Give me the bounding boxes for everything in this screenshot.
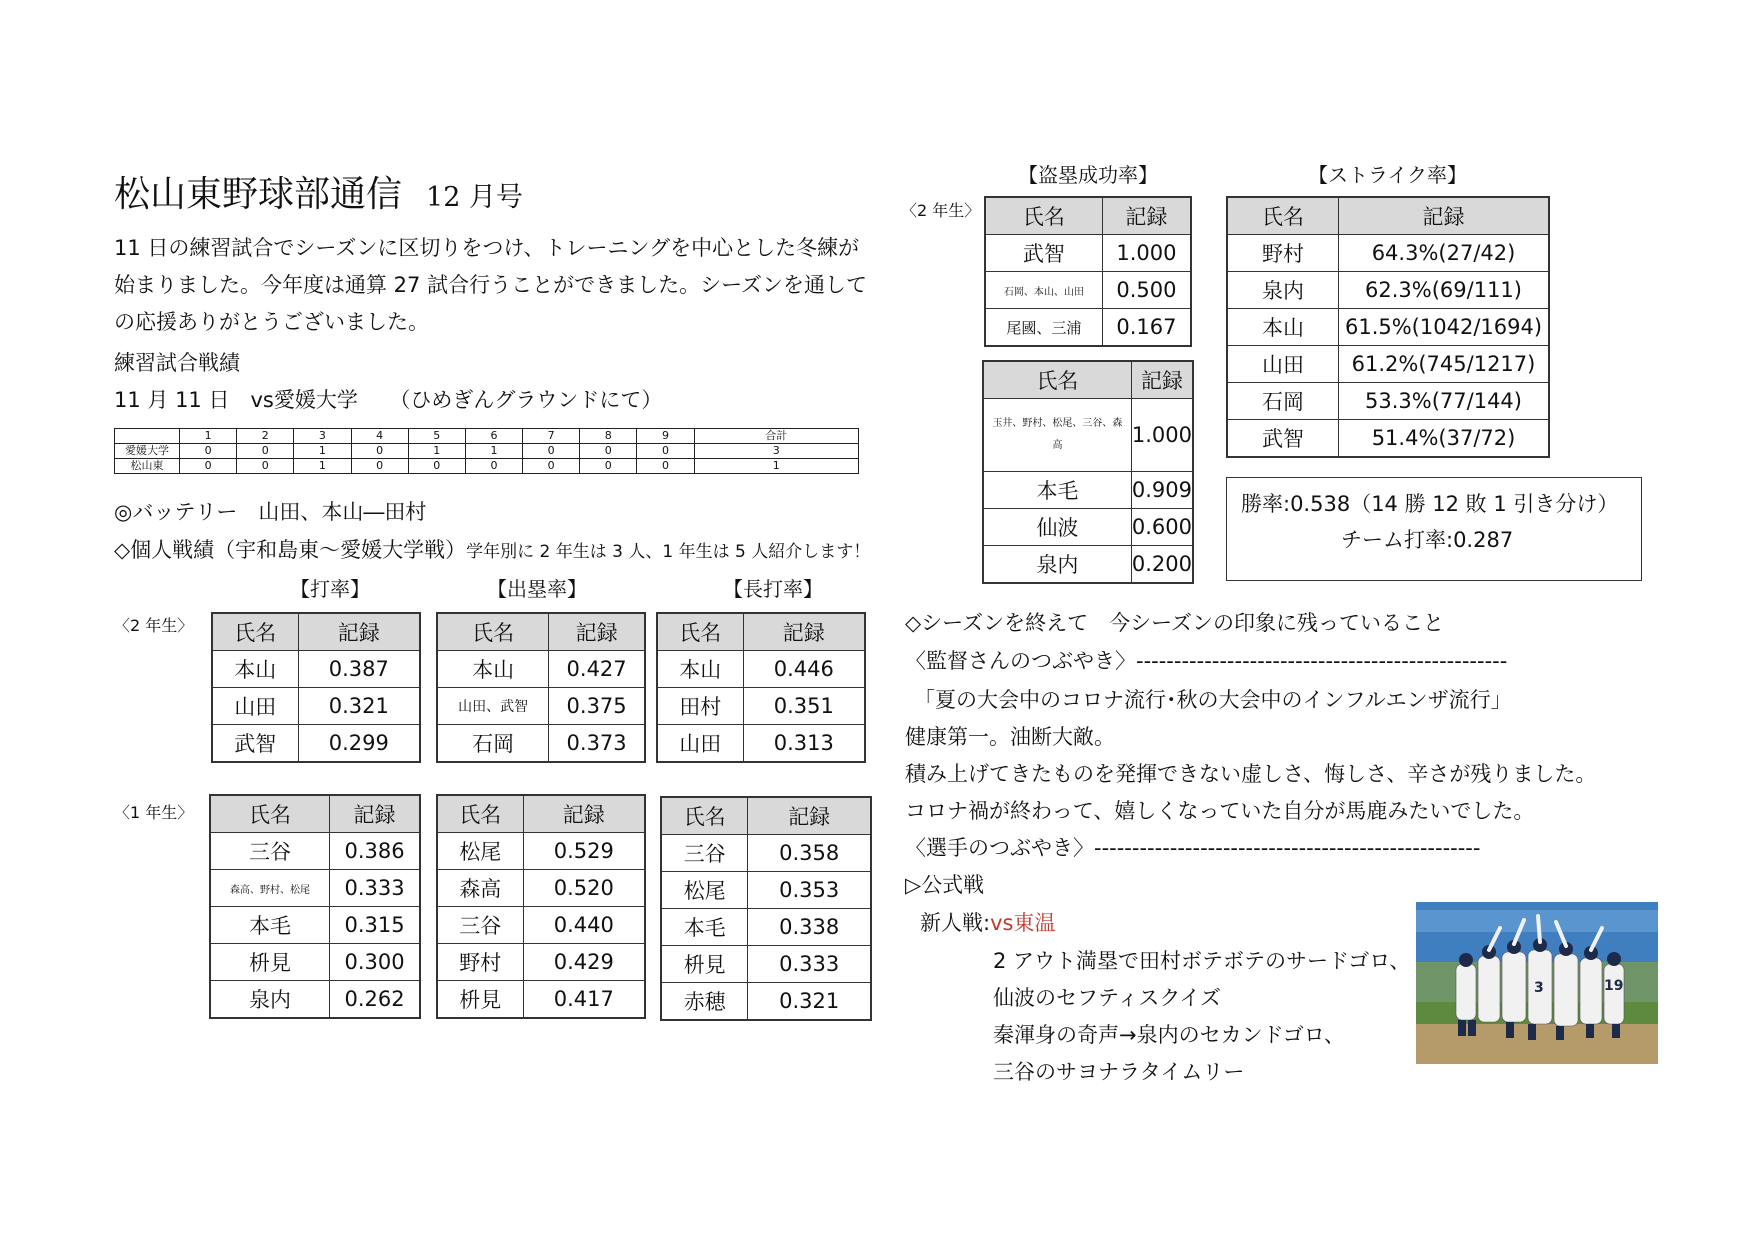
table-row: [985, 235, 1191, 272]
record-value: 1.000: [1131, 399, 1193, 472]
record-value: 0.375: [549, 688, 645, 725]
score-cell: 0: [351, 444, 408, 459]
slg-title: 【長打率】: [723, 577, 823, 601]
record-value: 0.262: [330, 981, 420, 1019]
player-name: 仙波: [983, 509, 1131, 546]
individual-heading: [114, 534, 870, 564]
record-value: 0.321: [748, 983, 871, 1021]
player-name: 野村: [1227, 235, 1339, 272]
score-cell: 8: [580, 429, 637, 444]
score-cell: 5: [408, 429, 465, 444]
record-value: 0.909: [1131, 472, 1193, 509]
record-value: 0.427: [549, 651, 645, 688]
player-name: 泉内: [1227, 272, 1339, 309]
game-line: 11 月 11 日 vs愛媛大学 （ひめぎんグラウンドにて）: [114, 388, 663, 412]
record-value: 0.313: [743, 725, 865, 763]
score-cell: 松山東: [115, 459, 180, 474]
table-row: [437, 870, 645, 907]
individual-note: 学年別に 2 年生は 3 人、1 年生は 5 人紹介します！: [466, 542, 871, 562]
player-name: 山田: [212, 688, 298, 725]
table-row: [437, 981, 645, 1019]
table-row: [661, 983, 871, 1021]
player-name: 赤穂: [661, 983, 748, 1021]
avg-table-grade2: [211, 612, 421, 763]
season-heading: ◇シーズンを終えて 今シーズンの印象に残っていること: [905, 611, 1445, 635]
scoreboard-row-ehime: [115, 444, 859, 459]
player-name: 武智: [985, 235, 1102, 272]
col-header-record: 記録: [549, 613, 645, 651]
grade1-label: 〈1 年生〉: [114, 803, 194, 822]
record-value: 1.000: [1102, 235, 1191, 272]
table-row: [212, 725, 420, 763]
steal-table-grade1: [982, 360, 1194, 584]
record-value: 0.338: [748, 909, 871, 946]
player-name: 本毛: [983, 472, 1131, 509]
player-name: 松尾: [661, 872, 748, 909]
record-value: 0.440: [523, 907, 645, 944]
coach-line: コロナ禍が終わって、嬉しくなっていた自分が馬鹿みたいでした。: [905, 799, 1535, 823]
battery-line: ◎バッテリー 山田、本山―田村: [114, 500, 427, 524]
shinjin-line: [920, 907, 1055, 937]
table-row: [212, 688, 420, 725]
table-row: [437, 688, 645, 725]
player-name: 武智: [1227, 420, 1339, 458]
record-value: 0.358: [748, 835, 871, 872]
col-header-record: 記録: [748, 797, 871, 835]
score-cell: 9: [637, 429, 694, 444]
coach-line: 積み上げてきたものを発揮できない虚しさ、悔しさ、辛さが残りました。: [905, 762, 1597, 786]
table-row: [985, 309, 1191, 347]
table-row: [661, 872, 871, 909]
player-name: 三谷: [661, 835, 748, 872]
scoreboard: [114, 428, 859, 474]
col-header-name: 氏名: [437, 613, 549, 651]
score-cell: 1: [694, 459, 858, 474]
score-cell: 0: [408, 459, 465, 474]
record-value: 0.600: [1131, 509, 1193, 546]
record-value: 61.2%(745/1217): [1339, 346, 1550, 383]
player-label: 〈選手のつぶやき〉---------------------------------------------------: [905, 836, 1481, 860]
table-row: [657, 651, 865, 688]
shinjin-prefix: 新人戦:: [920, 911, 991, 935]
player-name: 三谷: [210, 833, 330, 870]
play-line: 仙波のセフティスクイズ: [993, 986, 1222, 1010]
record-value: 0.200: [1131, 546, 1193, 584]
scoreboard-header: [115, 429, 859, 444]
avg-table-grade1: [209, 794, 421, 1019]
record-value: 0.373: [549, 725, 645, 763]
svg-text:19: 19: [1604, 978, 1624, 994]
player-name: 山田、武智: [437, 688, 549, 725]
table-row: [983, 399, 1193, 472]
coach-label: 〈監督さんのつぶやき〉-------------------------------------------------: [905, 649, 1508, 673]
table-row: [983, 509, 1193, 546]
score-cell: 1: [294, 444, 351, 459]
player-name: 本山: [437, 651, 549, 688]
strike-title: 【ストライク率】: [1308, 163, 1467, 187]
score-cell: 1: [408, 444, 465, 459]
score-cell: 0: [637, 459, 694, 474]
score-cell: 7: [523, 429, 580, 444]
player-name: 山田: [1227, 346, 1339, 383]
player-name: 山田: [657, 725, 743, 763]
record-value: 0.417: [523, 981, 645, 1019]
player-name: 本山: [1227, 309, 1339, 346]
shinjin-opponent: vs東温: [990, 911, 1056, 935]
score-cell: 愛媛大学: [115, 444, 180, 459]
score-cell: 0: [351, 459, 408, 474]
table-row: [985, 272, 1191, 309]
player-name: 石岡: [1227, 383, 1339, 420]
table-row: [1227, 383, 1549, 420]
season-summary-box: [1226, 477, 1642, 581]
newsletter-title: [114, 166, 523, 217]
table-row: [210, 833, 420, 870]
play-line: 三谷のサヨナラタイムリー: [993, 1060, 1245, 1084]
score-cell: 0: [523, 444, 580, 459]
play-line: 秦渾身の奇声→泉内のセカンドゴロ、: [993, 1023, 1345, 1047]
player-name: 本毛: [210, 907, 330, 944]
record-value: 61.5%(1042/1694): [1339, 309, 1550, 346]
slg-table-grade1: [660, 796, 872, 1021]
record-value: 0.529: [523, 833, 645, 870]
steal-table-grade2: [984, 196, 1192, 347]
col-header-name: 氏名: [1227, 197, 1339, 235]
score-cell: 0: [580, 444, 637, 459]
record-value: 51.4%(37/72): [1339, 420, 1550, 458]
score-cell: 3: [294, 429, 351, 444]
score-cell: 合計: [694, 429, 858, 444]
avg-title: 【打率】: [290, 577, 370, 601]
strike-table: [1226, 196, 1550, 458]
score-cell: 4: [351, 429, 408, 444]
player-name: 枡見: [210, 944, 330, 981]
col-header-record: 記録: [743, 613, 865, 651]
player-name: 枡見: [437, 981, 523, 1019]
col-header-record: 記録: [1339, 197, 1550, 235]
player-name: 田村: [657, 688, 743, 725]
official-games-label: ▷公式戦: [905, 873, 985, 897]
col-header-name: 氏名: [657, 613, 743, 651]
table-row: [1227, 420, 1549, 458]
intro-paragraph: 11 日の練習試合でシーズンに区切りをつけ、トレーニングを中心とした冬練が始まりました。今年度は通算 27 試合行うことができました。シーズンを通しての応援ありがとうございました。: [114, 236, 868, 334]
player-name: 松尾: [437, 833, 523, 870]
win-rate: 勝率:0.538（14 勝 12 敗 1 引き分け）: [1241, 492, 1619, 516]
player-name: 本山: [212, 651, 298, 688]
record-value: 0.429: [523, 944, 645, 981]
record-value: 0.446: [743, 651, 865, 688]
record-value: 0.351: [743, 688, 865, 725]
table-row: [1227, 272, 1549, 309]
coach-line: 健康第一。油断大敵。: [905, 725, 1115, 749]
col-header-name: 氏名: [437, 795, 523, 833]
player-name: 森高: [437, 870, 523, 907]
practice-heading: 練習試合戦績: [114, 351, 240, 375]
record-value: 0.300: [330, 944, 420, 981]
score-cell: 0: [180, 459, 237, 474]
score-cell: 0: [637, 444, 694, 459]
player-name: 泉内: [210, 981, 330, 1019]
player-name: 泉内: [983, 546, 1131, 584]
obp-table-grade1: [436, 794, 646, 1019]
score-cell: 6: [465, 429, 522, 444]
col-header-record: 記録: [298, 613, 420, 651]
table-row: [210, 907, 420, 944]
obp-table-grade2: [436, 612, 646, 763]
record-value: 0.315: [330, 907, 420, 944]
player-name: 石岡、本山、山田: [985, 272, 1102, 309]
record-value: 0.387: [298, 651, 420, 688]
player-name: 本毛: [661, 909, 748, 946]
table-row: [210, 870, 420, 907]
obp-title: 【出塁率】: [487, 577, 587, 601]
table-row: [212, 651, 420, 688]
col-header-record: 記録: [330, 795, 420, 833]
record-value: 62.3%(69/111): [1339, 272, 1550, 309]
team-batting-average: チーム打率:0.287: [1341, 528, 1514, 552]
col-header-record: 記録: [1131, 361, 1193, 399]
score-cell: 3: [694, 444, 858, 459]
col-header-name: 氏名: [985, 197, 1102, 235]
record-value: 0.167: [1102, 309, 1191, 347]
record-value: 0.333: [748, 946, 871, 983]
table-row: [983, 472, 1193, 509]
col-header-name: 氏名: [212, 613, 298, 651]
record-value: 0.520: [523, 870, 645, 907]
score-cell: [115, 429, 180, 444]
play-line: 2 アウト満塁で田村ボテボテのサードゴロ、: [993, 949, 1411, 973]
col-header-record: 記録: [523, 795, 645, 833]
svg-text:3: 3: [1534, 980, 1544, 996]
record-value: 0.386: [330, 833, 420, 870]
score-cell: 0: [237, 444, 294, 459]
record-value: 0.299: [298, 725, 420, 763]
col-header-name: 氏名: [661, 797, 748, 835]
grade2-label: 〈2 年生〉: [114, 616, 194, 635]
table-row: [437, 651, 645, 688]
player-name: 三谷: [437, 907, 523, 944]
player-name: 枡見: [661, 946, 748, 983]
player-name: 玉井、野村、松尾、三谷、森高: [983, 399, 1131, 472]
table-row: [437, 725, 645, 763]
record-value: 0.353: [748, 872, 871, 909]
steal-grade2-label: 〈2 年生〉: [901, 201, 981, 220]
score-cell: 1: [294, 459, 351, 474]
table-row: [657, 725, 865, 763]
score-cell: 0: [580, 459, 637, 474]
col-header-record: 記録: [1102, 197, 1191, 235]
score-cell: 1: [180, 429, 237, 444]
player-name: 武智: [212, 725, 298, 763]
steal-title: 【盗塁成功率】: [1018, 163, 1158, 187]
table-row: [1227, 309, 1549, 346]
coach-line: 「夏の大会中のコロナ流行･秋の大会中のインフルエンザ流行」: [914, 688, 1512, 712]
player-name: 森高、野村、松尾: [210, 870, 330, 907]
record-value: 0.500: [1102, 272, 1191, 309]
player-name: 尾國、三浦: [985, 309, 1102, 347]
score-cell: 0: [237, 459, 294, 474]
individual-main: ◇個人戦績（宇和島東～愛媛大学戦）: [114, 538, 467, 562]
table-row: [1227, 235, 1549, 272]
table-row: [661, 946, 871, 983]
score-cell: 0: [523, 459, 580, 474]
player-name: 本山: [657, 651, 743, 688]
col-header-name: 氏名: [210, 795, 330, 833]
score-cell: 0: [180, 444, 237, 459]
table-row: [657, 688, 865, 725]
record-value: 53.3%(77/144): [1339, 383, 1550, 420]
record-value: 0.333: [330, 870, 420, 907]
score-cell: 1: [465, 444, 522, 459]
table-row: [983, 546, 1193, 584]
score-cell: 2: [237, 429, 294, 444]
scoreboard-row-matsuyama: [115, 459, 859, 474]
score-cell: 0: [465, 459, 522, 474]
team-celebration-photo: [1416, 902, 1658, 1064]
table-row: [210, 944, 420, 981]
slg-table-grade2: [656, 612, 866, 763]
player-name: 石岡: [437, 725, 549, 763]
player-name: 野村: [437, 944, 523, 981]
table-row: [437, 907, 645, 944]
table-row: [437, 944, 645, 981]
title-text: 松山東野球部通信: [114, 174, 403, 215]
table-row: [437, 833, 645, 870]
table-row: [661, 909, 871, 946]
col-header-name: 氏名: [983, 361, 1131, 399]
record-value: 0.321: [298, 688, 420, 725]
table-row: [661, 835, 871, 872]
table-row: [210, 981, 420, 1019]
table-row: [1227, 346, 1549, 383]
record-value: 64.3%(27/42): [1339, 235, 1550, 272]
issue-label: 12 月号: [426, 182, 523, 213]
